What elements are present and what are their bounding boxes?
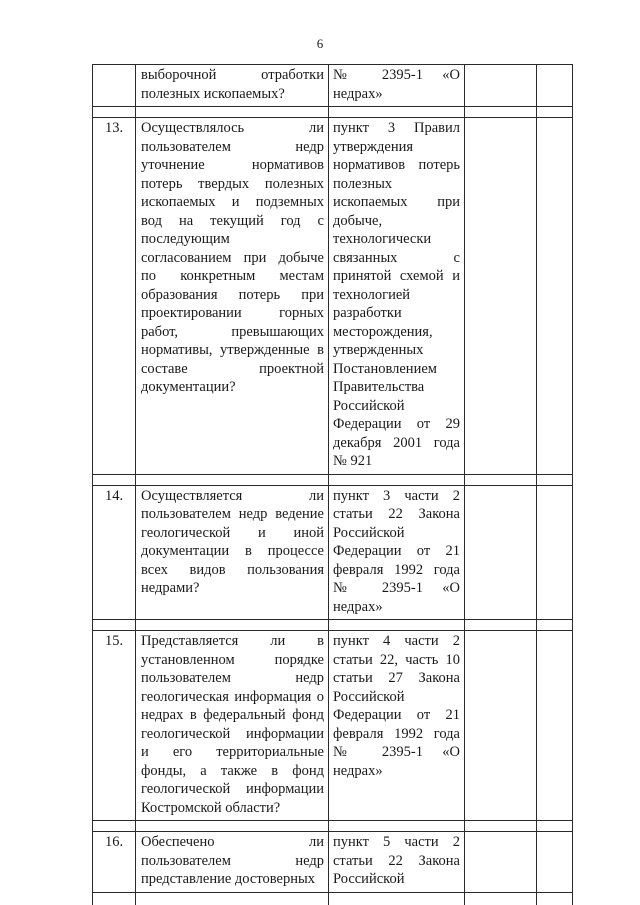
legal-basis-line: пункт 3 Правил (333, 120, 460, 136)
separator-cell (136, 620, 329, 631)
checklist-row (93, 65, 573, 107)
legal-basis-line: Постановлением (333, 360, 437, 377)
legal-basis-line: пункт 5 части 2 (333, 834, 460, 850)
requirement-cell (136, 631, 329, 821)
separator-cell (465, 821, 537, 832)
notes-cell (537, 118, 573, 475)
requirement-line: выборочной отработки (141, 67, 324, 83)
separator-cell (537, 107, 573, 118)
requirement-line: согласованием при добыче (141, 249, 324, 266)
legal-basis-line: пункт 3 части 2 (333, 487, 460, 504)
requirement-line: составе проектной (141, 360, 324, 377)
requirement-line: уточнение нормативов (141, 157, 324, 173)
legal-basis-line: № 2395-1 «О (333, 744, 460, 760)
legal-basis-line: полезных (333, 175, 393, 192)
separator-cell (465, 474, 537, 485)
legal-basis-line: Российской (333, 871, 405, 887)
row-number (93, 65, 136, 107)
requirement-cell (136, 485, 329, 620)
requirement-cell (136, 118, 329, 475)
legal-basis-line: № 2395-1 «О (333, 67, 460, 83)
requirement-line: пользователем недр (141, 670, 324, 686)
legal-basis-line: технологически (333, 231, 432, 247)
legal-basis-line: месторождения, (333, 323, 433, 340)
row-separator (93, 821, 573, 832)
requirement-cell (136, 832, 329, 893)
requirement-line: Осуществляется ли (141, 487, 324, 504)
legal-basis-line: ископаемых при (333, 194, 460, 210)
requirement-line: недрами? (141, 580, 200, 596)
answer-cell (465, 631, 537, 821)
row-separator (93, 107, 573, 118)
legal-basis-cell (329, 631, 465, 821)
separator-cell (136, 892, 329, 905)
legal-basis-line: статьи 22, часть 10 (333, 651, 460, 668)
legal-basis-line: добыче, (333, 212, 383, 229)
row-number: 15. (93, 631, 136, 821)
separator-cell (537, 821, 573, 832)
checklist-row (93, 631, 573, 821)
row-number: 13. (93, 118, 136, 475)
legal-basis-line: недрах» (333, 598, 383, 615)
requirement-cell (136, 65, 329, 107)
separator-cell (465, 620, 537, 631)
requirement-line: пользователем недр (141, 852, 324, 869)
legal-basis-line: нормативов потерь (333, 157, 460, 173)
requirement-line: по конкретным местам (141, 268, 324, 284)
requirement-line: Костромской области? (141, 799, 281, 816)
legal-basis-cell (329, 485, 465, 620)
notes-cell (537, 485, 573, 620)
notes-cell (537, 631, 573, 821)
requirement-line: документации в процессе (141, 543, 324, 559)
legal-basis-line: № 2395-1 «О (333, 580, 460, 596)
requirement-line: пользователем недр (141, 138, 324, 155)
separator-cell (93, 107, 136, 118)
checklist-row (93, 118, 573, 475)
requirement-line: проектировании горных (141, 305, 324, 321)
separator-cell (93, 892, 136, 905)
checklist-row (93, 832, 573, 893)
legal-basis-line: Российской (333, 524, 405, 541)
legal-basis-line: Российской (333, 397, 405, 414)
requirement-line: Представляется ли в (141, 633, 324, 649)
answer-cell (465, 65, 537, 107)
requirement-line: геологической информации (141, 725, 324, 742)
row-separator (93, 620, 573, 631)
notes-cell (537, 65, 573, 107)
requirement-line: геологической и иной (141, 524, 324, 541)
legal-basis-line: статьи 22 Закона (333, 852, 460, 869)
legal-basis-line: недрах» (333, 762, 383, 779)
separator-cell (465, 107, 537, 118)
separator-cell (136, 821, 329, 832)
checklist-row (93, 485, 573, 620)
separator-cell (465, 892, 537, 905)
checklist-table-body (93, 65, 573, 905)
separator-cell (537, 620, 573, 631)
requirement-line: всех видов пользования (141, 561, 324, 578)
separator-cell (537, 892, 573, 905)
legal-basis-line: февраля 1992 года (333, 725, 460, 742)
answer-cell (465, 485, 537, 620)
requirement-line: последующим (141, 231, 230, 247)
requirement-line: установленном порядке (141, 651, 324, 668)
legal-basis-line: связанных с (333, 249, 460, 266)
requirement-line: фонды, а также в фонд (141, 762, 324, 779)
requirement-line: недрах в федеральный фонд (141, 707, 324, 723)
separator-cell (537, 474, 573, 485)
separator-cell (136, 107, 329, 118)
notes-cell (537, 832, 573, 893)
row-number: 16. (93, 832, 136, 893)
requirement-line: работ, превышающих (141, 323, 324, 340)
legal-basis-line: Правительства (333, 379, 425, 395)
checklist-table (92, 64, 573, 905)
legal-basis-line: Федерации от 21 (333, 543, 460, 559)
separator-cell (329, 474, 465, 485)
separator-cell (93, 474, 136, 485)
legal-basis-line: статьи 22 Закона (333, 506, 460, 522)
row-separator (93, 474, 573, 485)
legal-basis-line: утвержденных (333, 342, 424, 358)
requirement-line: документации? (141, 379, 236, 395)
separator-cell (329, 821, 465, 832)
requirement-line: образования потерь при (141, 286, 324, 303)
row-separator (93, 892, 573, 905)
separator-cell (93, 620, 136, 631)
legal-basis-line: Федерации от 29 (333, 416, 460, 432)
requirement-line: потерь твердых полезных (141, 175, 324, 192)
requirement-line: геологическая информация о (141, 688, 324, 705)
separator-cell (93, 821, 136, 832)
answer-cell (465, 832, 537, 893)
legal-basis-line: недрах» (333, 85, 383, 102)
legal-basis-line: технологией (333, 286, 411, 303)
legal-basis-line: № 921 (333, 453, 373, 469)
requirement-line: представление достоверных (141, 871, 315, 887)
legal-basis-line: Федерации от 21 (333, 707, 460, 723)
requirement-line: нормативы, утвержденные в (141, 342, 324, 358)
separator-cell (329, 620, 465, 631)
requirement-line: геологической информации (141, 781, 324, 797)
page-number: 6 (316, 36, 324, 51)
requirement-line: пользователем недр ведение (141, 506, 324, 522)
legal-basis-line: февраля 1992 года (333, 561, 460, 578)
requirement-line: Осуществлялось ли (141, 120, 324, 136)
requirement-line: полезных ископаемых? (141, 85, 285, 102)
legal-basis-line: утверждения (333, 138, 414, 155)
separator-cell (329, 892, 465, 905)
legal-basis-cell (329, 118, 465, 475)
legal-basis-line: пункт 4 части 2 (333, 633, 460, 649)
legal-basis-line: Российской (333, 688, 405, 705)
requirement-line: вод на текущий год с (141, 212, 324, 229)
requirement-line: Обеспечено ли (141, 834, 324, 850)
answer-cell (465, 118, 537, 475)
legal-basis-line: статьи 27 Закона (333, 670, 460, 686)
requirement-line: ископаемых и подземных (141, 194, 324, 210)
legal-basis-cell (329, 65, 465, 107)
separator-cell (136, 474, 329, 485)
legal-basis-line: разработки (333, 305, 402, 321)
legal-basis-line: принятой схемой и (333, 268, 460, 284)
row-number: 14. (93, 485, 136, 620)
separator-cell (329, 107, 465, 118)
requirement-line: и его территориальные (141, 744, 324, 760)
legal-basis-line: декабря 2001 года (333, 434, 460, 451)
legal-basis-cell (329, 832, 465, 893)
